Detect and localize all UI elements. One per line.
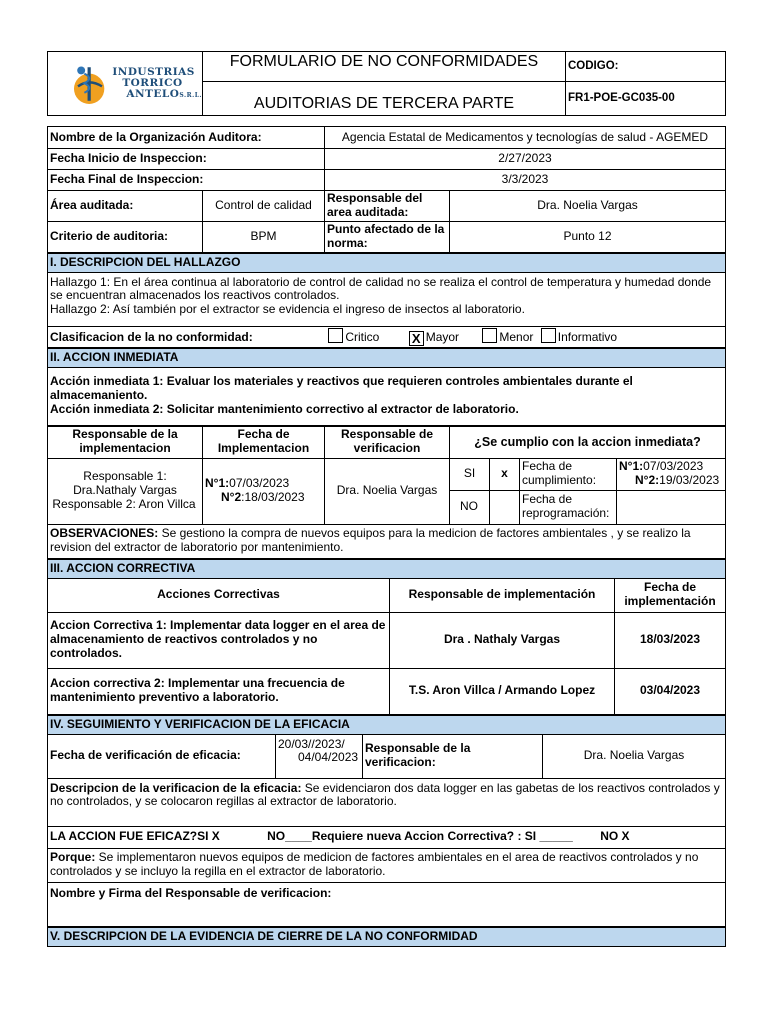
inicio-value: 2/27/2023 xyxy=(325,149,726,170)
nueva-accion-no[interactable]: NO X xyxy=(600,829,630,844)
ac2-text: Implementar una frecuencia de mantenimiento preventivo a laboratorio. xyxy=(50,676,345,705)
resp-verificacion: Dra. Noelia Vargas xyxy=(325,458,450,524)
criterio-label: Criterio de auditoria: xyxy=(48,221,203,252)
accion-correctiva-2 xyxy=(48,668,390,714)
responsable-2: Responsable 2: Aron Villca xyxy=(52,496,196,511)
nueva-accion-label: Requiere nueva Accion Correctiva? : SI _____ xyxy=(311,829,573,844)
pharmacy-logo-icon xyxy=(70,57,108,111)
desc-verif-value: Se evidenciaron dos data logger en las gabetas de los reactivos controlados y no controlados, y se colocaron regillas al extractor de laboratorio. xyxy=(50,780,720,809)
resp-area-value: Dra. Noelia Vargas xyxy=(450,191,726,222)
resp-verif-value: Dra. Noelia Vargas xyxy=(543,734,726,778)
ac2-fecha: 03/04/2023 xyxy=(615,668,726,714)
company-suffix: S.R.L. xyxy=(179,92,202,99)
section-2-title: II. ACCION INMEDIATA xyxy=(48,348,726,367)
observaciones-value: Se gestiono la compra de nuevos equipos para la medicion de factores ambientales , y se realizo la revision del extractor de laboratorio por mantenimiento. xyxy=(50,526,691,555)
eficaz-label: LA ACCION FUE EFICAZ? xyxy=(50,829,198,844)
section-accion-correctiva xyxy=(47,559,726,715)
si-mark[interactable]: x xyxy=(490,458,520,490)
fecha-impl-1: 07/03/2023 xyxy=(229,475,290,490)
hallazgo-1: Hallazgo 1: En el área continua al laboratorio de control de calidad no se realiza el control de temperatura y humedad donde se encuentran almacenados los reactivos controlados. xyxy=(50,274,712,303)
no-mark[interactable] xyxy=(490,490,520,524)
cumpl-1-value: 07/03/2023 xyxy=(643,459,704,474)
section-3-title: III. ACCION CORRECTIVA xyxy=(48,559,726,578)
eficacia-row xyxy=(48,826,726,848)
codigo-value: FR1-POE-GC035-00 xyxy=(566,82,726,116)
ac2-label: Accion correctiva 2: xyxy=(50,676,165,691)
accion-inmediata-2: Acción inmediata 2: Solicitar mantenimiento correctivo al extractor de laboratorio. xyxy=(50,401,519,416)
accion-inmediata-table xyxy=(47,426,726,559)
form-page xyxy=(47,51,726,947)
firma-label: Nombre y Firma del Responsable de verificacion: xyxy=(48,882,726,926)
critico-checkbox[interactable] xyxy=(328,328,343,343)
resp-area-label: Responsable del area auditada: xyxy=(325,191,450,222)
si-label: SI xyxy=(450,458,490,490)
menor-checkbox[interactable] xyxy=(482,328,497,343)
mayor-checkbox[interactable]: X xyxy=(409,331,424,346)
col-resp-impl: Responsable de la implementacion xyxy=(48,426,203,458)
observaciones-label: OBSERVACIONES: xyxy=(50,526,159,541)
col-resp-verif: Responsable de verificacion xyxy=(325,426,450,458)
company-name-line1: INDUSTRIAS xyxy=(112,65,195,78)
fecha-impl-1-label: N°1: xyxy=(205,475,230,490)
section-hallazgo xyxy=(47,253,726,348)
mayor-label: Mayor xyxy=(425,329,460,344)
criterio-value: BPM xyxy=(203,221,325,252)
org-value: Agencia Estatal de Medicamentos y tecnologías de salud - AGEMED xyxy=(325,127,726,149)
accion-correctiva-1 xyxy=(48,612,390,668)
ac1-responsable: Dra . Nathaly Vargas xyxy=(390,612,615,668)
fecha-reprog-label: Fecha de reprogramación: xyxy=(520,490,617,524)
section-5-title: V. DESCRIPCION DE LA EVIDENCIA DE CIERRE DE LA NO CONFORMIDAD xyxy=(48,927,726,946)
company-name-line3: ANTELO xyxy=(126,88,180,100)
responsable-1: Responsable 1: Dra.Nathaly Vargas xyxy=(73,469,177,498)
header-table xyxy=(47,51,726,116)
hallazgo-2: Hallazgo 2: Así también por el extractor se evidencia el ingreso de insectos al laboratorio. xyxy=(50,302,525,317)
col-fecha-impl-ac: Fecha de implementación xyxy=(615,578,726,612)
ac1-fecha: 18/03/2023 xyxy=(615,612,726,668)
col-cumplio: ¿Se cumplio con la accion inmediata? xyxy=(450,426,726,458)
col-resp-impl-ac: Responsable de implementación xyxy=(390,578,615,612)
eficaz-si[interactable]: SI X xyxy=(197,829,220,844)
section-accion-inmediata xyxy=(47,348,726,426)
fecha-verif-label: Fecha de verificación de eficacia: xyxy=(48,734,276,778)
area-value: Control de calidad xyxy=(203,191,325,222)
eficaz-no[interactable]: NO____ xyxy=(267,829,312,844)
org-label: Nombre de la Organización Auditora: xyxy=(48,127,325,149)
critico-label: Critico xyxy=(345,329,380,344)
descripcion-verificacion xyxy=(48,778,726,826)
col-acciones: Acciones Correctivas xyxy=(48,578,390,612)
company-logo xyxy=(48,52,203,116)
final-label: Fecha Final de Inspeccion: xyxy=(48,170,325,191)
desc-verif-label: Descripcion de la verificacion de la eficacia: xyxy=(50,780,302,795)
fecha-impl-2: :18/03/2023 xyxy=(241,489,305,504)
clasificacion-label: Clasificacion de la no conformidad: xyxy=(50,329,253,344)
final-value: 3/3/2023 xyxy=(325,170,726,191)
inicio-label: Fecha Inicio de Inspeccion: xyxy=(48,149,325,170)
informativo-checkbox[interactable] xyxy=(541,328,556,343)
resp-verif-label: Responsable de la verificacion: xyxy=(363,734,543,778)
company-name-line2: TORRICO xyxy=(122,76,183,89)
ac1-label: Accion Correctiva 1: xyxy=(50,618,167,633)
porque-label: Porque: xyxy=(50,850,96,865)
fecha-verif-1: 20/03//2023/ xyxy=(278,736,345,751)
ac2-responsable: T.S. Aron Villca / Armando Lopez xyxy=(390,668,615,714)
porque-value: Se implementaron nuevos equipos de medicion de factores ambientales en el area de reactivos controlados y no controlados y se incluyo la regilla en el extractor de laboratorio. xyxy=(50,850,699,879)
section-1-title: I. DESCRIPCION DEL HALLAZGO xyxy=(48,253,726,272)
fecha-reprog-value xyxy=(617,490,726,524)
porque-row xyxy=(48,848,726,882)
fecha-cumplimiento-label: Fecha de cumplimiento: xyxy=(520,458,617,490)
ac1-text: Implementar data logger en el area de almacenamiento de reactivos controlados y no controlados. xyxy=(50,618,386,660)
punto-value: Punto 12 xyxy=(450,221,726,252)
cumpl-1-label: N°1: xyxy=(619,459,644,474)
cumpl-2-label: N°2: xyxy=(635,473,660,488)
fecha-verif-2: 04/04/2023 xyxy=(298,750,359,765)
form-subtitle: AUDITORIAS DE TERCERA PARTE xyxy=(203,82,566,116)
section-4-title: IV. SEGUIMIENTO Y VERIFICACION DE LA EFICACIA xyxy=(48,715,726,734)
punto-label: Punto afectado de la norma: xyxy=(325,221,450,252)
form-title: FORMULARIO DE NO CONFORMIDADES xyxy=(203,52,566,82)
col-fecha-impl: Fecha de Implementacion xyxy=(203,426,325,458)
area-label: Área auditada: xyxy=(48,191,203,222)
cumpl-2-value: 19/03/2023 xyxy=(659,473,720,488)
section-evidencia xyxy=(47,927,726,947)
menor-label: Menor xyxy=(499,329,534,344)
observaciones xyxy=(48,524,726,558)
fecha-impl-2-label: N°2 xyxy=(221,489,242,504)
general-info-table xyxy=(47,126,726,253)
clasificacion-row xyxy=(48,326,726,347)
informativo-label: Informativo xyxy=(557,329,618,344)
accion-inmediata-1: Acción inmediata 1: Evaluar los materiales y reactivos que requieren controles ambientales durante el almacemaniento. xyxy=(50,374,633,403)
no-label: NO xyxy=(450,490,490,524)
section-seguimiento xyxy=(47,715,726,927)
codigo-label: CODIGO: xyxy=(566,52,726,82)
